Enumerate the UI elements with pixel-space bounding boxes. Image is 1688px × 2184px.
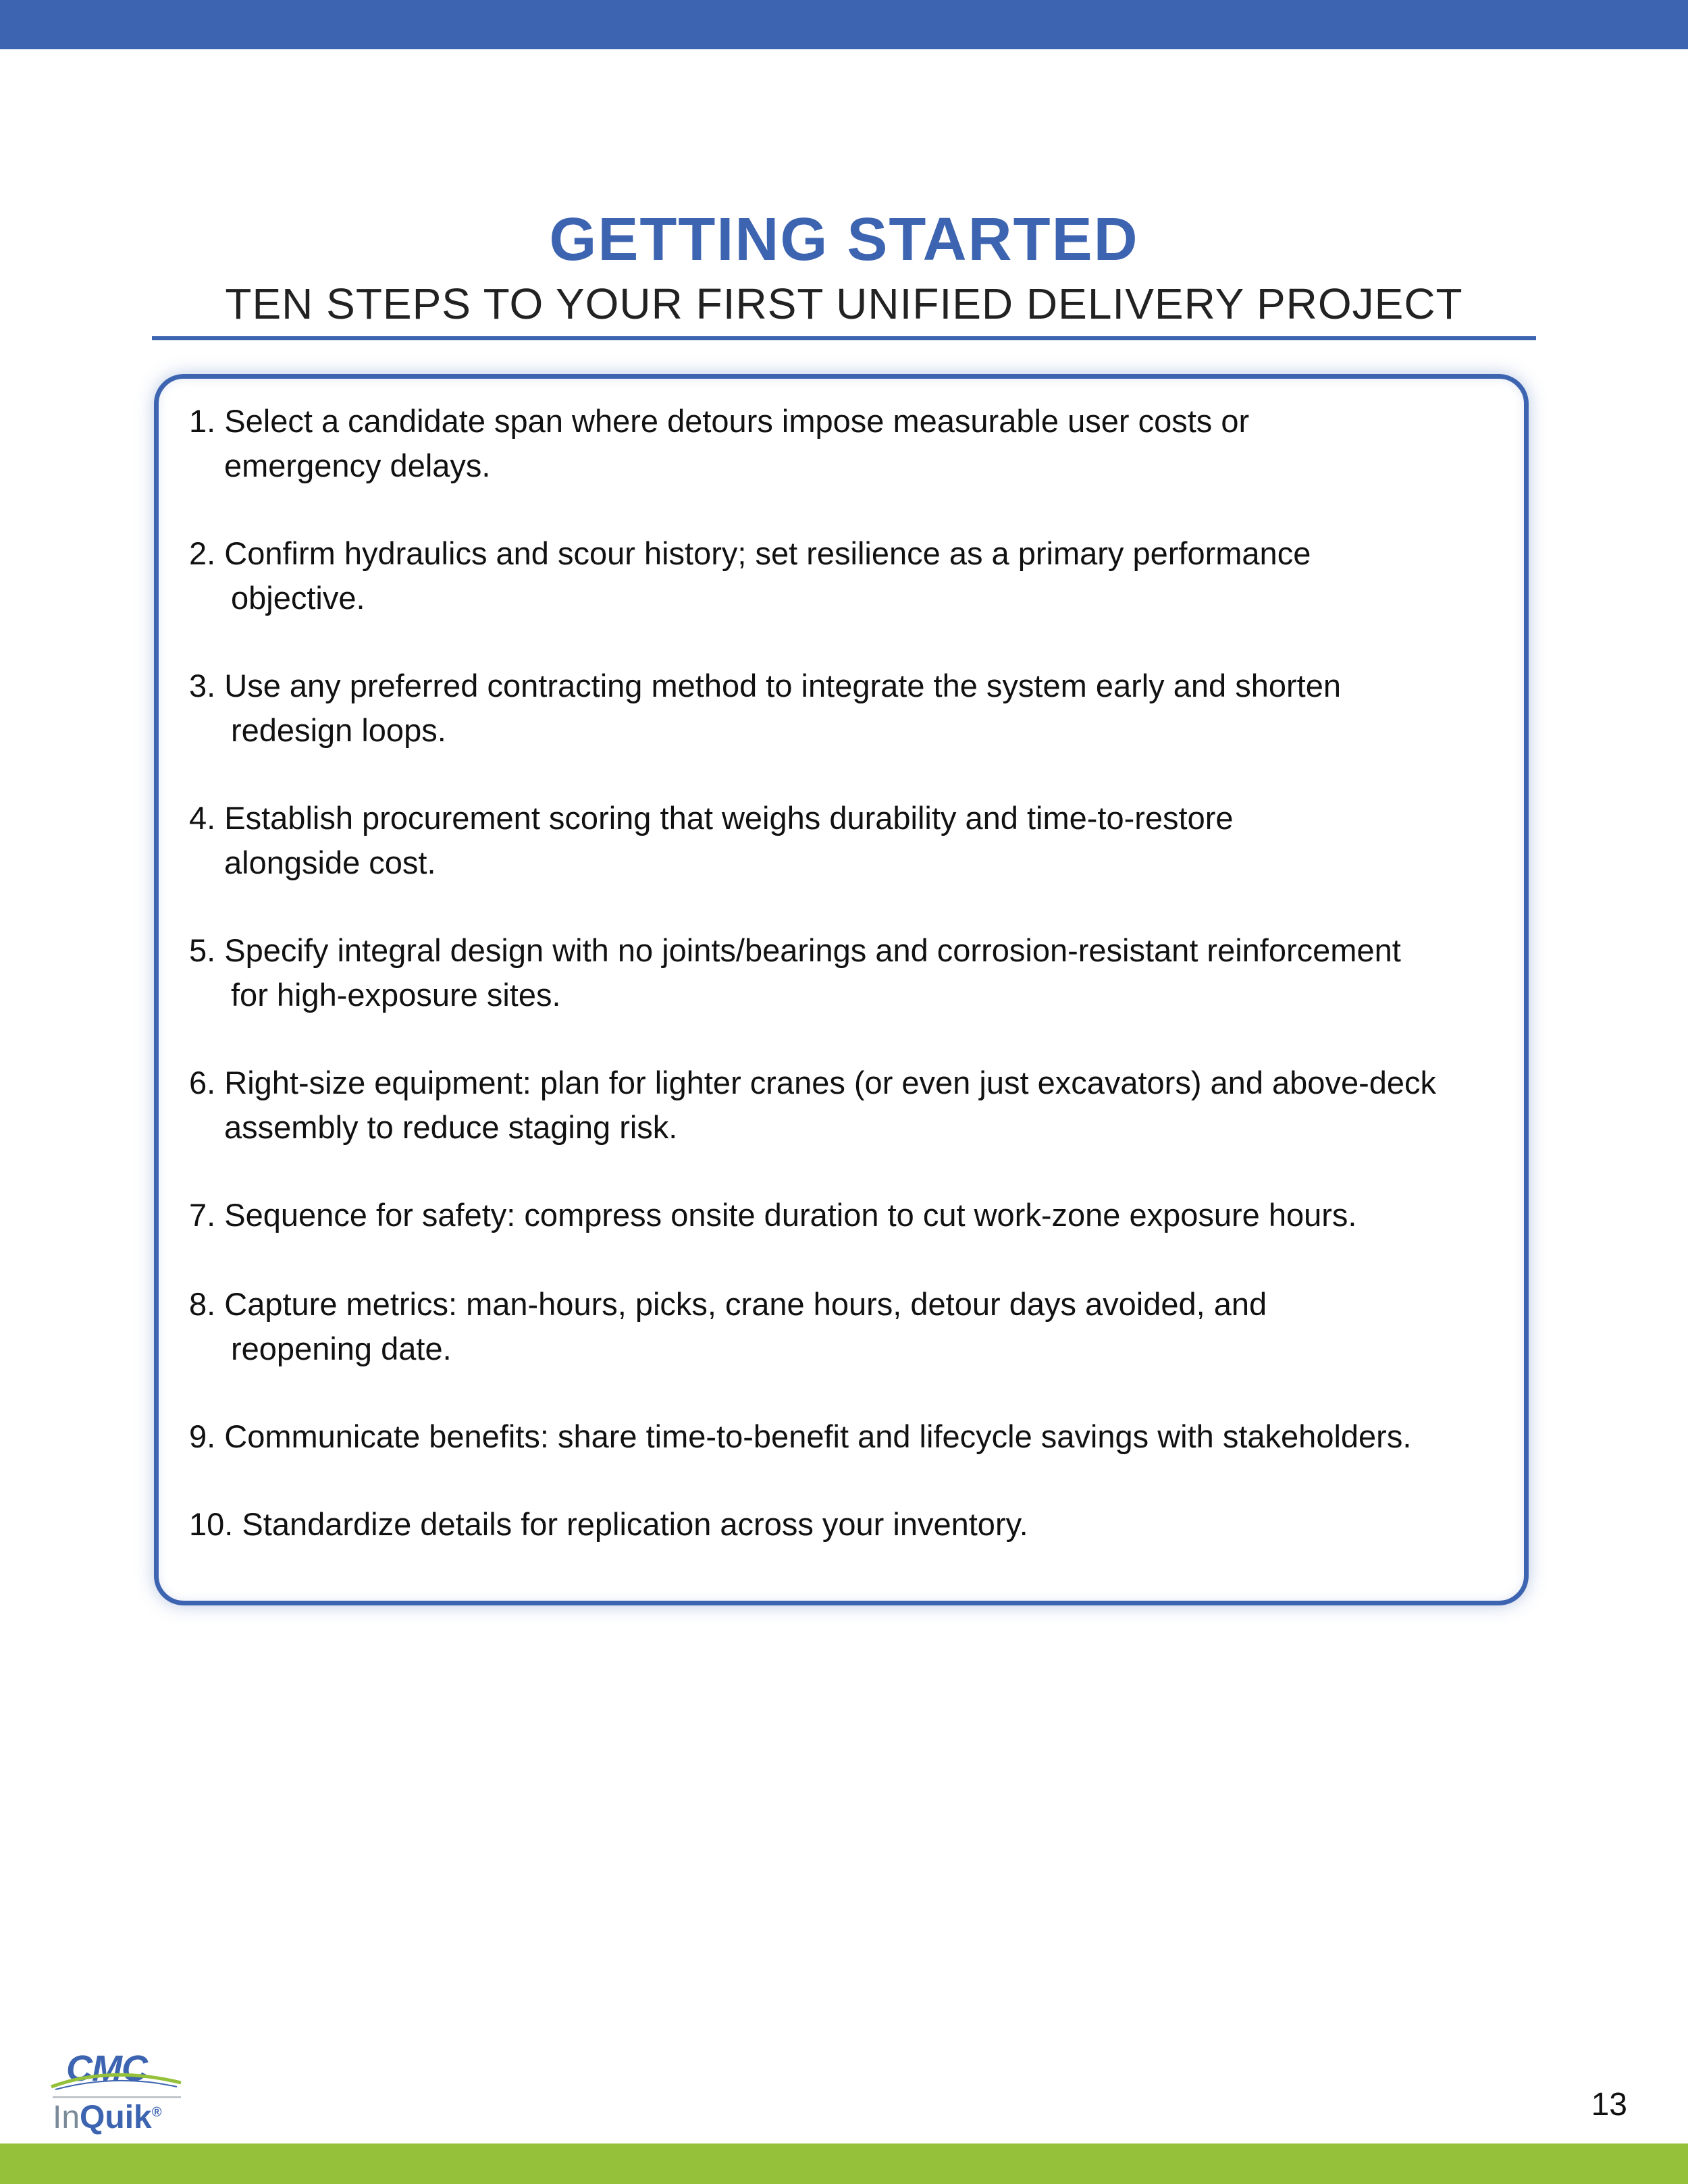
step-text: Right-size equipment: plan for lighter cranes (or even just excavators) and above-deck — [224, 1065, 1437, 1100]
step-item — [189, 664, 1506, 753]
top-accent-bar — [0, 0, 1688, 49]
step-text: Use any preferred contracting method to integrate the system early and shorten — [224, 668, 1341, 703]
step-number: 10. — [189, 1506, 234, 1542]
step-text: Establish procurement scoring that weighs durability and time-to-restore — [224, 800, 1234, 836]
logo-divider — [53, 2096, 181, 2098]
step-text-continued: for high-exposure sites. — [231, 977, 561, 1013]
step-text: Specify integral design with no joints/bearings and corrosion-resistant reinforcement — [224, 932, 1401, 968]
logo-cmc-text: CMC — [66, 2048, 147, 2089]
step-text: Standardize details for replication across your inventory. — [242, 1506, 1028, 1542]
step-text-continued: objective. — [231, 580, 365, 616]
page-number: 13 — [1591, 2087, 1627, 2123]
step-text: Capture metrics: man-hours, picks, crane hours, detour days avoided, and — [224, 1286, 1267, 1322]
step-item — [189, 1061, 1506, 1150]
logo-in-text: In — [53, 2100, 80, 2135]
step-text-continued: emergency delays. — [224, 448, 491, 483]
step-item — [189, 1282, 1506, 1371]
step-text-continued: redesign loops. — [231, 712, 446, 748]
step-number: 1. — [189, 403, 216, 439]
step-text-continued: assembly to reduce staging risk. — [224, 1109, 678, 1145]
step-item — [189, 399, 1506, 488]
step-item — [189, 1502, 1506, 1547]
page-title: GETTING STARTED — [549, 206, 1139, 273]
logo-inquik-text — [53, 2099, 161, 2136]
step-number: 8. — [189, 1286, 216, 1322]
logo-quik-text: Quik — [80, 2100, 152, 2135]
step-text: Confirm hydraulics and scour history; set resilience as a primary performance — [224, 535, 1311, 571]
step-number: 5. — [189, 932, 216, 968]
logo-registered-mark: ® — [151, 2105, 162, 2120]
step-item — [189, 531, 1506, 620]
logo-swoosh-icon — [49, 2067, 184, 2094]
step-number: 9. — [189, 1418, 216, 1454]
step-text-continued: reopening date. — [231, 1331, 452, 1366]
page-subtitle: TEN STEPS TO YOUR FIRST UNIFIED DELIVERY PROJECT — [225, 279, 1463, 328]
step-text: Sequence for safety: compress onsite duration to cut work-zone exposure hours. — [224, 1197, 1357, 1233]
company-logo — [49, 2042, 184, 2135]
step-item — [189, 1414, 1506, 1459]
step-number: 7. — [189, 1197, 216, 1233]
step-number: 4. — [189, 800, 216, 836]
step-item — [189, 796, 1506, 885]
step-text-continued: alongside cost. — [224, 845, 436, 880]
steps-panel — [154, 374, 1529, 1605]
step-item — [189, 928, 1506, 1017]
step-number: 2. — [189, 535, 216, 571]
step-item — [189, 1193, 1506, 1237]
bottom-accent-bar — [0, 2143, 1688, 2184]
title-divider — [152, 336, 1536, 340]
step-text: Select a candidate span where detours impose measurable user costs or — [224, 403, 1250, 439]
step-text: Communicate benefits: share time-to-benefit and lifecycle savings with stakeholders. — [224, 1418, 1412, 1454]
step-number: 3. — [189, 668, 216, 703]
step-number: 6. — [189, 1065, 216, 1100]
